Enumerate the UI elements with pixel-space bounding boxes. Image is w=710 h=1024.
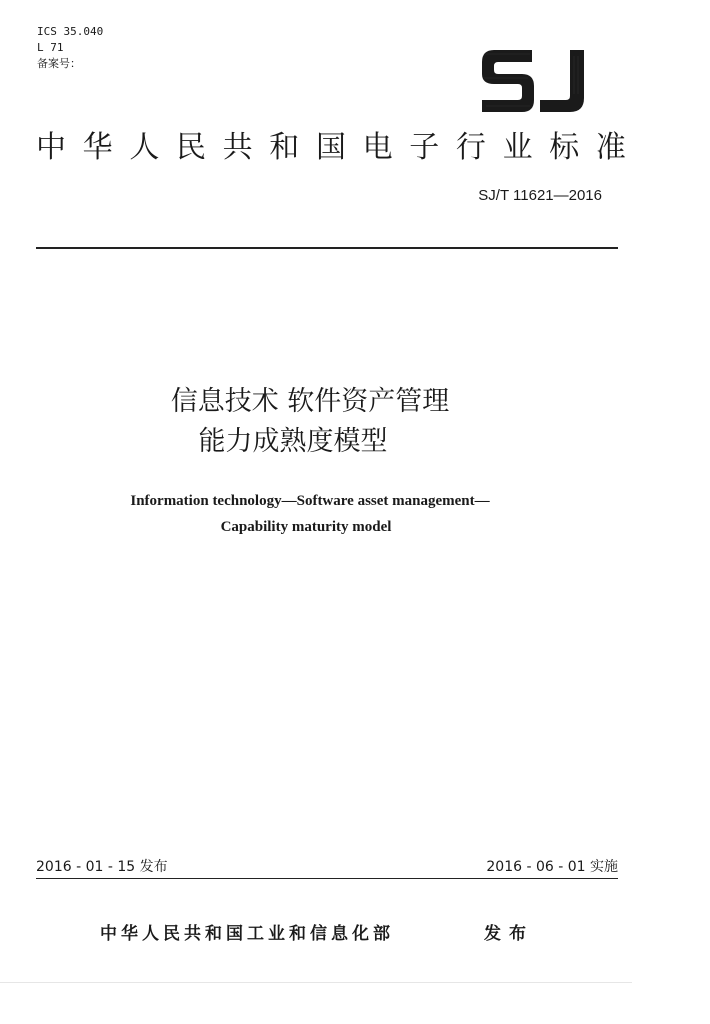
sj-logo-graphic <box>478 44 586 118</box>
effective-date: 2016 - 06 - 01 实施 <box>486 859 618 875</box>
standard-number: SJ/T 11621—2016 <box>478 187 602 204</box>
ics-code: ICS 35.040 <box>37 25 104 38</box>
publisher-action: 发布 <box>484 924 534 944</box>
title-chinese-line-2: 能力成熟度模型 <box>198 426 388 457</box>
title-chinese-line-1: 信息技术 软件资产管理 <box>170 386 450 417</box>
title-char: 电 <box>362 130 393 165</box>
ccs-code: L 71 <box>37 41 64 54</box>
title-char: 行 <box>455 130 486 165</box>
header-divider <box>36 247 618 249</box>
title-char: 准 <box>595 130 626 165</box>
classification-block <box>37 24 103 72</box>
title-char: 和 <box>269 130 300 165</box>
title-char: 标 <box>549 130 580 165</box>
title-char: 人 <box>129 130 160 165</box>
page-edge-line <box>0 982 632 983</box>
title-char: 共 <box>222 130 253 165</box>
footer-divider <box>36 878 618 879</box>
title-english <box>0 488 620 540</box>
issue-date: 2016 - 01 - 15 发布 <box>36 859 168 875</box>
title-char: 中 <box>36 130 66 165</box>
title-char: 华 <box>82 130 113 165</box>
title-english-line-2: Capability maturity model <box>220 519 392 535</box>
publisher-name: 中华人民共和国工业和信息化部 <box>100 924 394 944</box>
title-char: 子 <box>409 130 440 165</box>
title-char: 国 <box>315 130 346 165</box>
filing-number: 备案号： <box>37 57 81 70</box>
title-char: 业 <box>502 130 533 165</box>
title-english-line-1: Information technology—Software asset management— <box>130 493 490 509</box>
title-char: 民 <box>175 130 206 165</box>
sj-logo <box>478 44 586 118</box>
title-chinese <box>0 382 620 462</box>
industry-standard-title <box>36 128 626 168</box>
